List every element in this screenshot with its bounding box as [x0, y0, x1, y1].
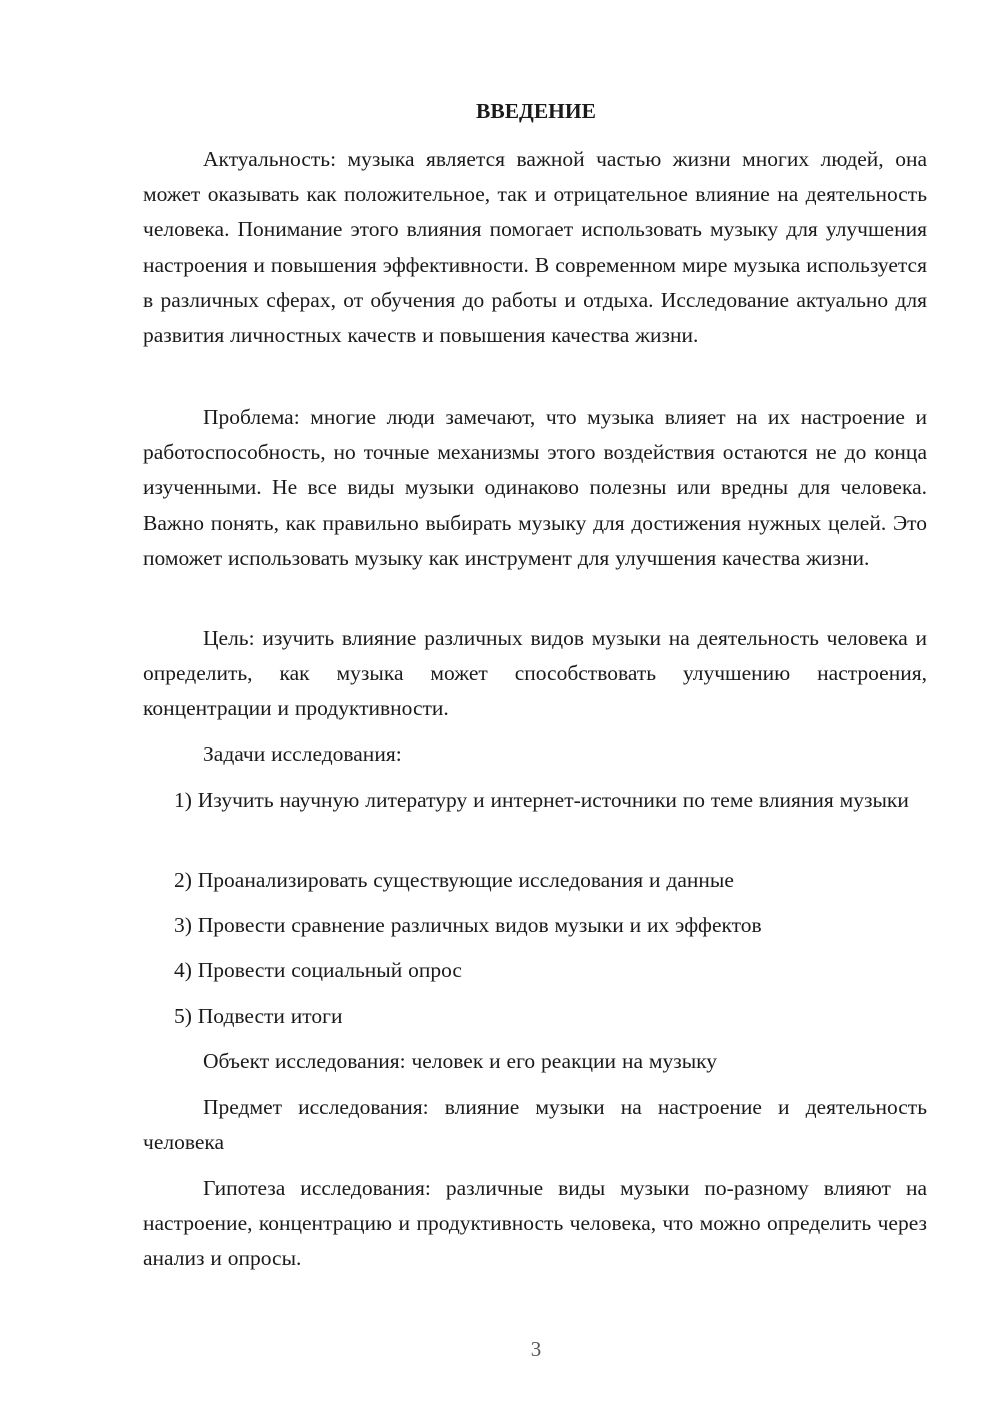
hypothesis-paragraph: Гипотеза исследования: различные виды музыки по-разному влияют на настроение, концентрацию и продуктивность человека, что можно определить через анализ и опросы. — [143, 1176, 927, 1271]
page-title: ВВЕДЕНИЕ — [476, 99, 596, 123]
object-paragraph: Объект исследования: человек и его реакции на музыку — [203, 1049, 718, 1073]
problem-paragraph: Проблема: многие люди замечают, что музыка влияет на их настроение и работоспособность, но точные механизмы этого воздействия остаются не до конца изученными. Не все виды музыки одинаково полезны или вредны для человека. Важно понять, как правильно выбирать музыку для достижения нужных целей. Это поможет использовать музыку как инструмент для улучшения качества жизни. — [143, 405, 927, 570]
task-item-1: 1) Изучить научную литературу и интернет-источники по теме влияния музыки — [174, 788, 909, 812]
relevance-paragraph: Актуальность: музыка является важной частью жизни многих людей, она может оказывать как положительное, так и отрицательное влияние на деятельность человека. Понимание этого влияния помогает использовать музыку для улучшения настроения и повышения эффективности. В современном мире музыка используется в различных сферах, от обучения до работы и отдыха. Исследование актуально для развития личностных качеств и повышения качества жизни. — [143, 147, 927, 348]
page-number: 3 — [530, 1337, 542, 1361]
task-item-4: 4) Провести социальный опрос — [174, 958, 462, 982]
goal-paragraph: Цель: изучить влияние различных видов музыки на деятельность человека и определить, как музыка может способствовать улучшению настроения, концентрации и продуктивности. — [143, 626, 927, 721]
task-item-5: 5) Подвести итоги — [174, 1004, 343, 1028]
subject-paragraph: Предмет исследования: влияние музыки на настроение и деятельность человека — [143, 1095, 927, 1155]
tasks-heading: Задачи исследования: — [203, 742, 402, 766]
task-item-3: 3) Провести сравнение различных видов музыки и их эффектов — [174, 913, 762, 937]
task-item-2: 2) Проанализировать существующие исследования и данные — [174, 868, 734, 892]
